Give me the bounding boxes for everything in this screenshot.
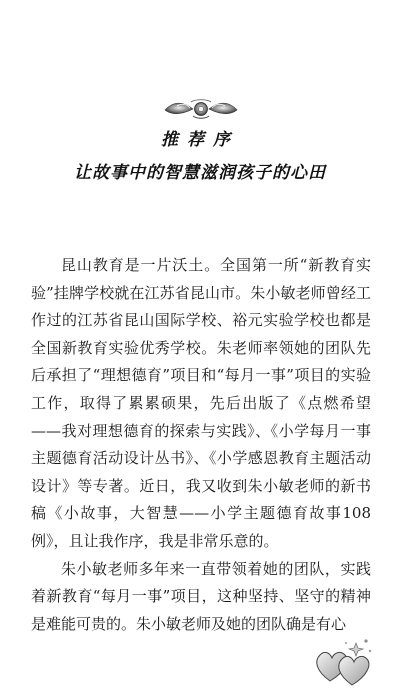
double-hearts-icon [312,635,374,691]
preface-subtitle: 让故事中的智慧滋润孩子的心田 [74,163,326,183]
preface-heading: 推荐序 [161,130,239,150]
preface-body [31,252,371,638]
floral-ornament-icon [163,97,239,121]
paragraph: 朱小敏老师多年来一直带领着她的团队，实践着新教育“每月一事”项目，这种坚持、坚守的精神是难能可贵的。朱小敏老师及她的团队确是有心 [31,559,371,633]
paragraph: 昆山教育是一片沃土。全国第一所“新教育实验”挂牌学校就在江苏省昆山市。朱小敏老师曾经工作过的江苏省昆山国际学校、裕元实验学校也都是全国新教育实验优秀学校。朱老师率领她的团队先后承担了“理想德育”项目和“每月一事”项目的实验工作，取得了累累硕果，先后出版了《点燃希望——我对理想德育的探索与实践》、《小学每月一事主题德育活动设计丛书》、《小学感恩教育主题活动设计》等专著。近日，我又收到朱小敏老师的新书稿《小故事，大智慧——小学主题德育故事108例》，且让我作序，我是非常乐意的。 [31,256,371,550]
